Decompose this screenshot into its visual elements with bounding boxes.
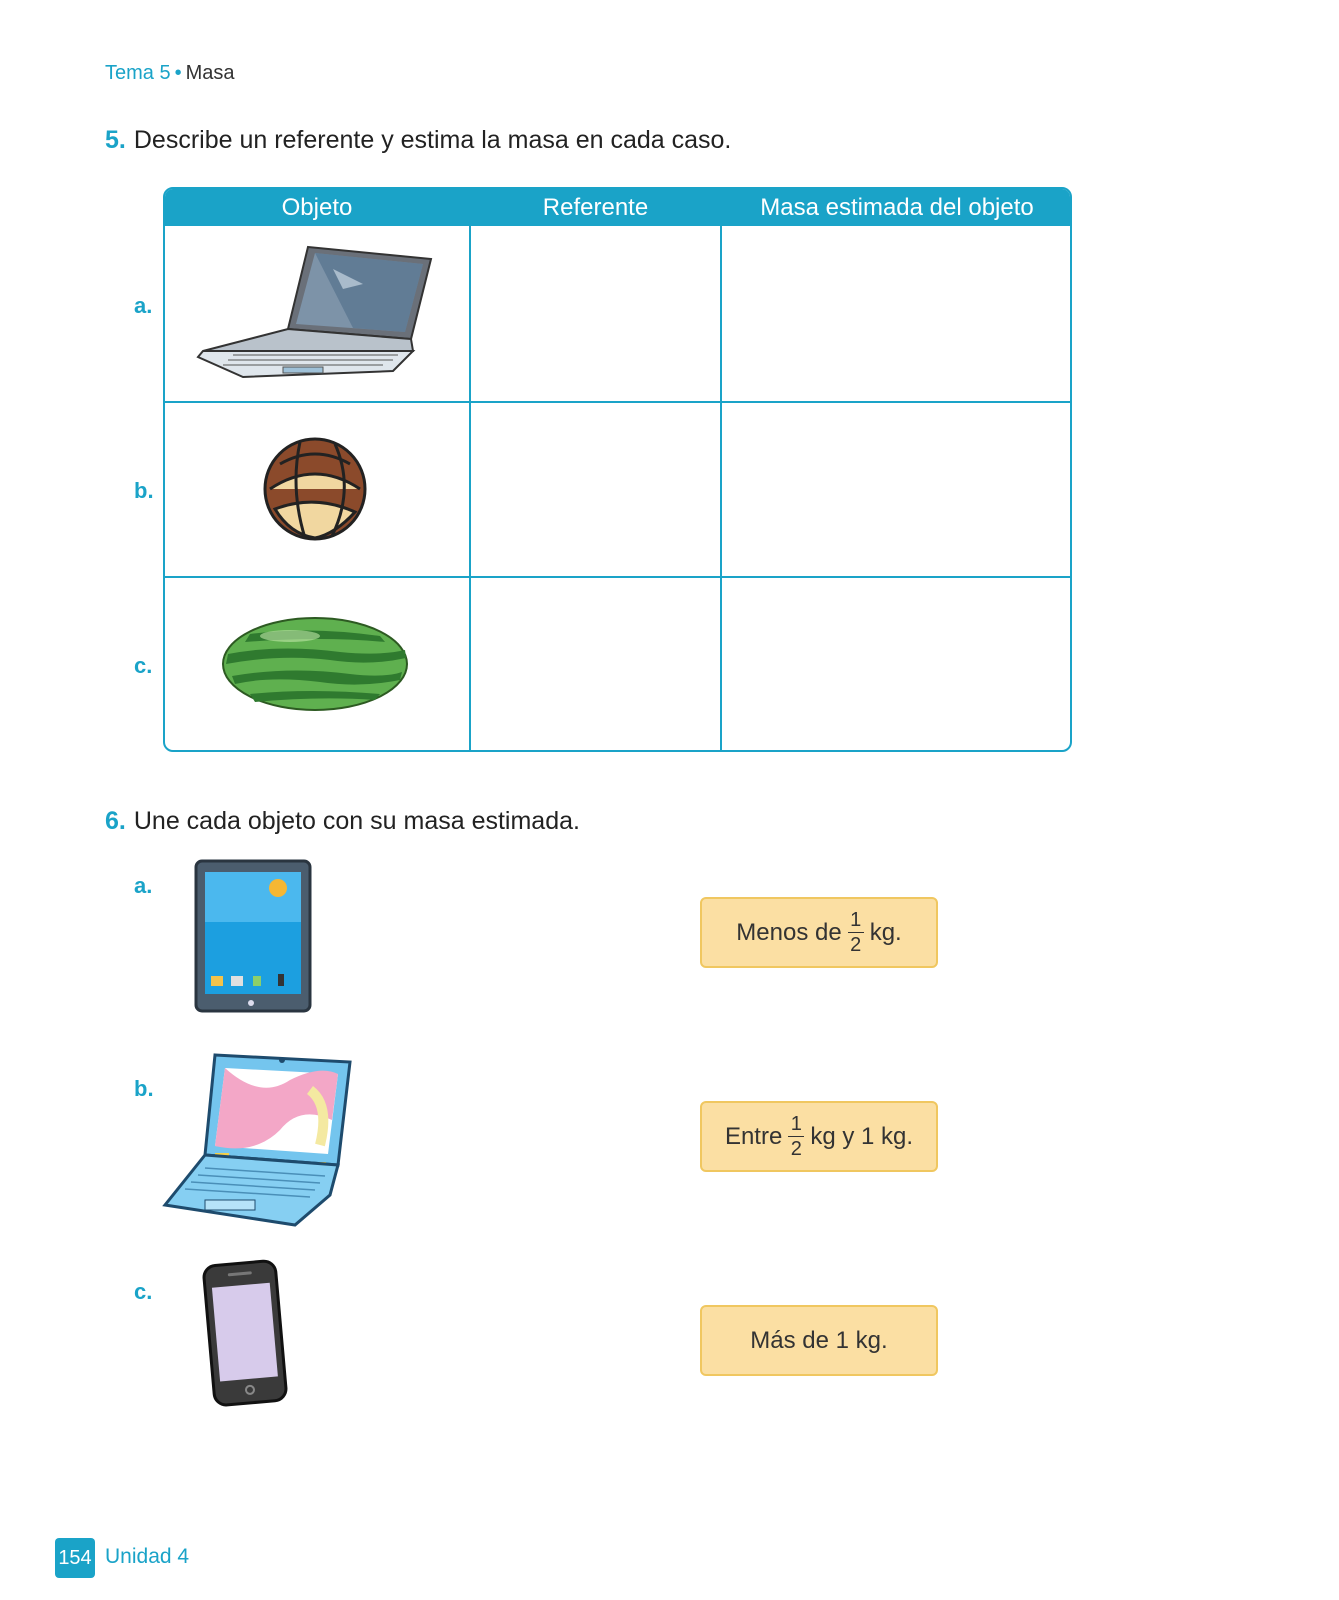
option-between-half-and-1-kg[interactable] <box>700 1101 938 1172</box>
question-6-title <box>105 805 580 837</box>
option-prefix: Entre <box>724 1122 783 1150</box>
smartphone-icon <box>199 1258 294 1413</box>
fraction-half <box>788 1114 804 1160</box>
question-6-number: 6. <box>105 807 126 835</box>
fraction-half <box>848 910 864 956</box>
fraction-bar <box>788 1136 804 1138</box>
topic-name: Masa <box>185 62 235 84</box>
fraction-numerator: 1 <box>790 1112 802 1135</box>
option-more-than-1-kg[interactable] <box>700 1305 938 1376</box>
item-label-a: a. <box>134 873 153 898</box>
fraction-numerator: 1 <box>850 908 862 931</box>
item-label-b: b. <box>134 1076 154 1101</box>
row-label-b: b. <box>134 478 154 503</box>
column-divider <box>720 189 722 750</box>
fraction-denominator: 2 <box>850 934 862 957</box>
watermelon-icon <box>185 578 445 750</box>
option-suffix: kg. <box>869 918 902 946</box>
fraction-bar <box>848 932 864 934</box>
fraction-denominator: 2 <box>790 1138 802 1161</box>
row-label-a: a. <box>134 293 153 318</box>
row-label-c: c. <box>134 653 153 678</box>
basketball-icon <box>185 403 445 575</box>
page-number: 154 <box>55 1538 95 1578</box>
option-suffix: kg y 1 kg. <box>810 1122 914 1150</box>
question-6-text: Une cada objeto con su masa estimada. <box>133 807 580 835</box>
column-header-masa: Masa estimada del objeto <box>760 194 1034 221</box>
estimation-table <box>163 187 1072 752</box>
column-divider <box>469 189 471 750</box>
tablet-icon <box>193 858 313 1019</box>
item-label-c: c. <box>134 1279 153 1304</box>
breadcrumb-separator: • <box>174 62 182 84</box>
unit-label: Unidad 4 <box>105 1545 190 1568</box>
question-5-title <box>105 124 731 156</box>
question-5-text: Describe un referente y estima la masa en cada caso. <box>133 126 732 154</box>
topic-number: Tema 5 <box>105 62 171 84</box>
option-less-than-half-kg[interactable] <box>700 897 938 968</box>
laptop-icon <box>185 234 445 384</box>
question-5-number: 5. <box>105 126 126 154</box>
column-header-referente: Referente <box>542 194 649 221</box>
column-header-objeto: Objeto <box>281 194 353 221</box>
option-prefix: Menos de <box>736 918 842 946</box>
topic-breadcrumb <box>105 60 235 86</box>
toy-laptop-icon <box>160 1050 355 1235</box>
option-text: Más de 1 kg. <box>750 1326 888 1354</box>
